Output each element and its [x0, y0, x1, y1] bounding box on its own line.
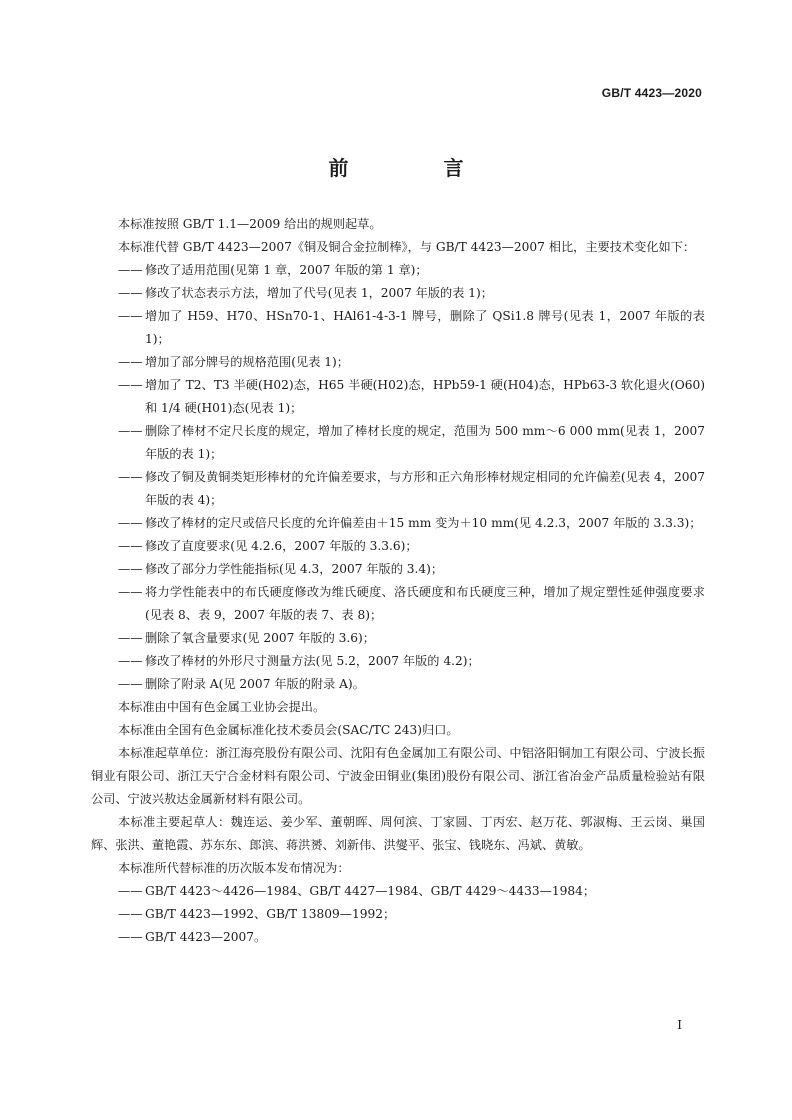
change-text: 修改了棒材的外形尺寸测量方法(见 5.2，2007 年版的 4.2)； [145, 654, 480, 668]
history-text: GB/T 4423～4426—1984、GB/T 4427—1984、GB/T 4429～4433—1984； [145, 884, 596, 898]
change-text: 修改了棒材的定尺或倍尺长度的允许偏差由＋15 mm 变为＋10 mm(见 4.2.3，2007 年版的 3.3.3)； [145, 516, 702, 530]
change-text: 删除了氧含量要求(见 2007 年版的 3.6)； [145, 631, 375, 645]
dash-mark: —— [118, 263, 143, 277]
history-text: GB/T 4423—1992、GB/T 13809—1992； [145, 907, 396, 921]
page-number: I [677, 1018, 682, 1032]
change-text: 将力学性能表中的布氏硬度修改为维氏硬度、洛氏硬度和布氏硬度三种，增加了规定塑性延伸强度要求(见表 8、表 9，2007 年版的表 7、表 8)； [145, 585, 705, 622]
dash-mark: —— [118, 631, 143, 645]
change-text: 增加了部分牌号的规格范围(见表 1)； [145, 355, 349, 369]
dash-mark: —— [118, 539, 143, 553]
change-item [91, 259, 705, 282]
foreword-body [91, 213, 705, 949]
change-item [91, 512, 705, 535]
change-text: 增加了 H59、H70、HSn70-1、HAl61-4-3-1 牌号，删除了 QSi1.8 牌号(见表 1，2007 年版的表 1)； [145, 309, 705, 346]
dash-mark: —— [118, 378, 143, 392]
change-text: 删除了附录 A(见 2007 年版的附录 A)。 [145, 677, 365, 691]
change-item [91, 650, 705, 673]
change-text: 修改了部分力学性能指标(见 4.3，2007 年版的 3.4)； [145, 562, 444, 576]
proposed-by-paragraph: 本标准由中国有色金属工业协会提出。 [118, 700, 326, 714]
change-text: 修改了直度要求(见 4.2.6，2007 年版的 3.3.6)； [145, 539, 418, 553]
dash-mark: —— [118, 562, 143, 576]
change-item [91, 466, 705, 512]
change-item [91, 351, 705, 374]
change-item [91, 558, 705, 581]
drafting-units-paragraph: 本标准起草单位：浙江海亮股份有限公司、沈阳有色金属加工有限公司、中铝洛阳铜加工有限公司、宁波长振铜业有限公司、浙江天宁合金材料有限公司、宁波金田铜业(集团)股份有限公司、浙江省冶金产品质量检验站有限公司、宁波兴敖达金属新材料有限公司。 [91, 746, 705, 806]
history-item [91, 926, 705, 949]
dash-mark: —— [118, 355, 143, 369]
dash-mark: —— [118, 907, 143, 921]
change-item [91, 374, 705, 420]
history-text: GB/T 4423—2007。 [145, 930, 267, 944]
change-text: 删除了棒材不定尺长度的规定，增加了棒材长度的规定，范围为 500 mm～6 000 mm(见表 1，2007 年版的表 1)； [145, 424, 705, 461]
change-text: 修改了状态表示方法，增加了代号(见表 1，2007 年版的表 1)； [145, 286, 493, 300]
history-item [91, 903, 705, 926]
dash-mark: —— [118, 585, 143, 599]
page-title: 前 言 [328, 156, 508, 180]
intro-paragraph: 本标准按照 GB/T 1.1—2009 给出的规则起草。 [118, 217, 382, 231]
change-item [91, 420, 705, 466]
history-intro-paragraph: 本标准所代替标准的历次版本发布情况为： [118, 861, 350, 875]
change-item [91, 282, 705, 305]
history-item [91, 880, 705, 903]
change-text: 增加了 T2、T3 半硬(H02)态，H65 半硬(H02)态，HPb59-1 硬(H04)态，HPb63-3 软化退火(O60)和 1/4 硬(H01)态(见表 1)； [145, 378, 705, 415]
dash-mark: —— [118, 884, 143, 898]
dash-mark: —— [118, 654, 143, 668]
dash-mark: —— [118, 286, 143, 300]
dash-mark: —— [118, 516, 143, 530]
dash-mark: —— [118, 309, 143, 323]
intro-paragraph: 本标准代替 GB/T 4423—2007《铜及铜合金拉制棒》，与 GB/T 4423—2007 相比，主要技术变化如下： [118, 240, 696, 254]
change-item [91, 581, 705, 627]
drafters-paragraph: 本标准主要起草人：魏连运、姜少军、董朝晖、周何滨、丁家圆、丁丙宏、赵万花、郭淑梅、王云岗、巢国辉、张洪、董艳霞、苏东东、郎滨、蒋洪赟、刘新伟、洪燮平、张宝、钱晓东、冯斌、黄敏。 [91, 815, 705, 852]
change-item [91, 305, 705, 351]
change-item [91, 627, 705, 650]
dash-mark: —— [118, 677, 143, 691]
dash-mark: —— [118, 930, 143, 944]
change-item [91, 535, 705, 558]
change-text: 修改了适用范围(见第 1 章，2007 年版的第 1 章)； [145, 263, 428, 277]
standard-code: GB/T 4423—2020 [601, 86, 702, 100]
change-item [91, 673, 705, 696]
dash-mark: —— [118, 470, 143, 484]
change-text: 修改了铜及黄铜类矩形棒材的允许偏差要求，与方形和正六角形棒材规定相同的允许偏差(见表 4，2007 年版的表 4)； [145, 470, 705, 507]
dash-mark: —— [118, 424, 143, 438]
centralized-by-paragraph: 本标准由全国有色金属标准化技术委员会(SAC/TC 243)归口。 [118, 723, 459, 737]
